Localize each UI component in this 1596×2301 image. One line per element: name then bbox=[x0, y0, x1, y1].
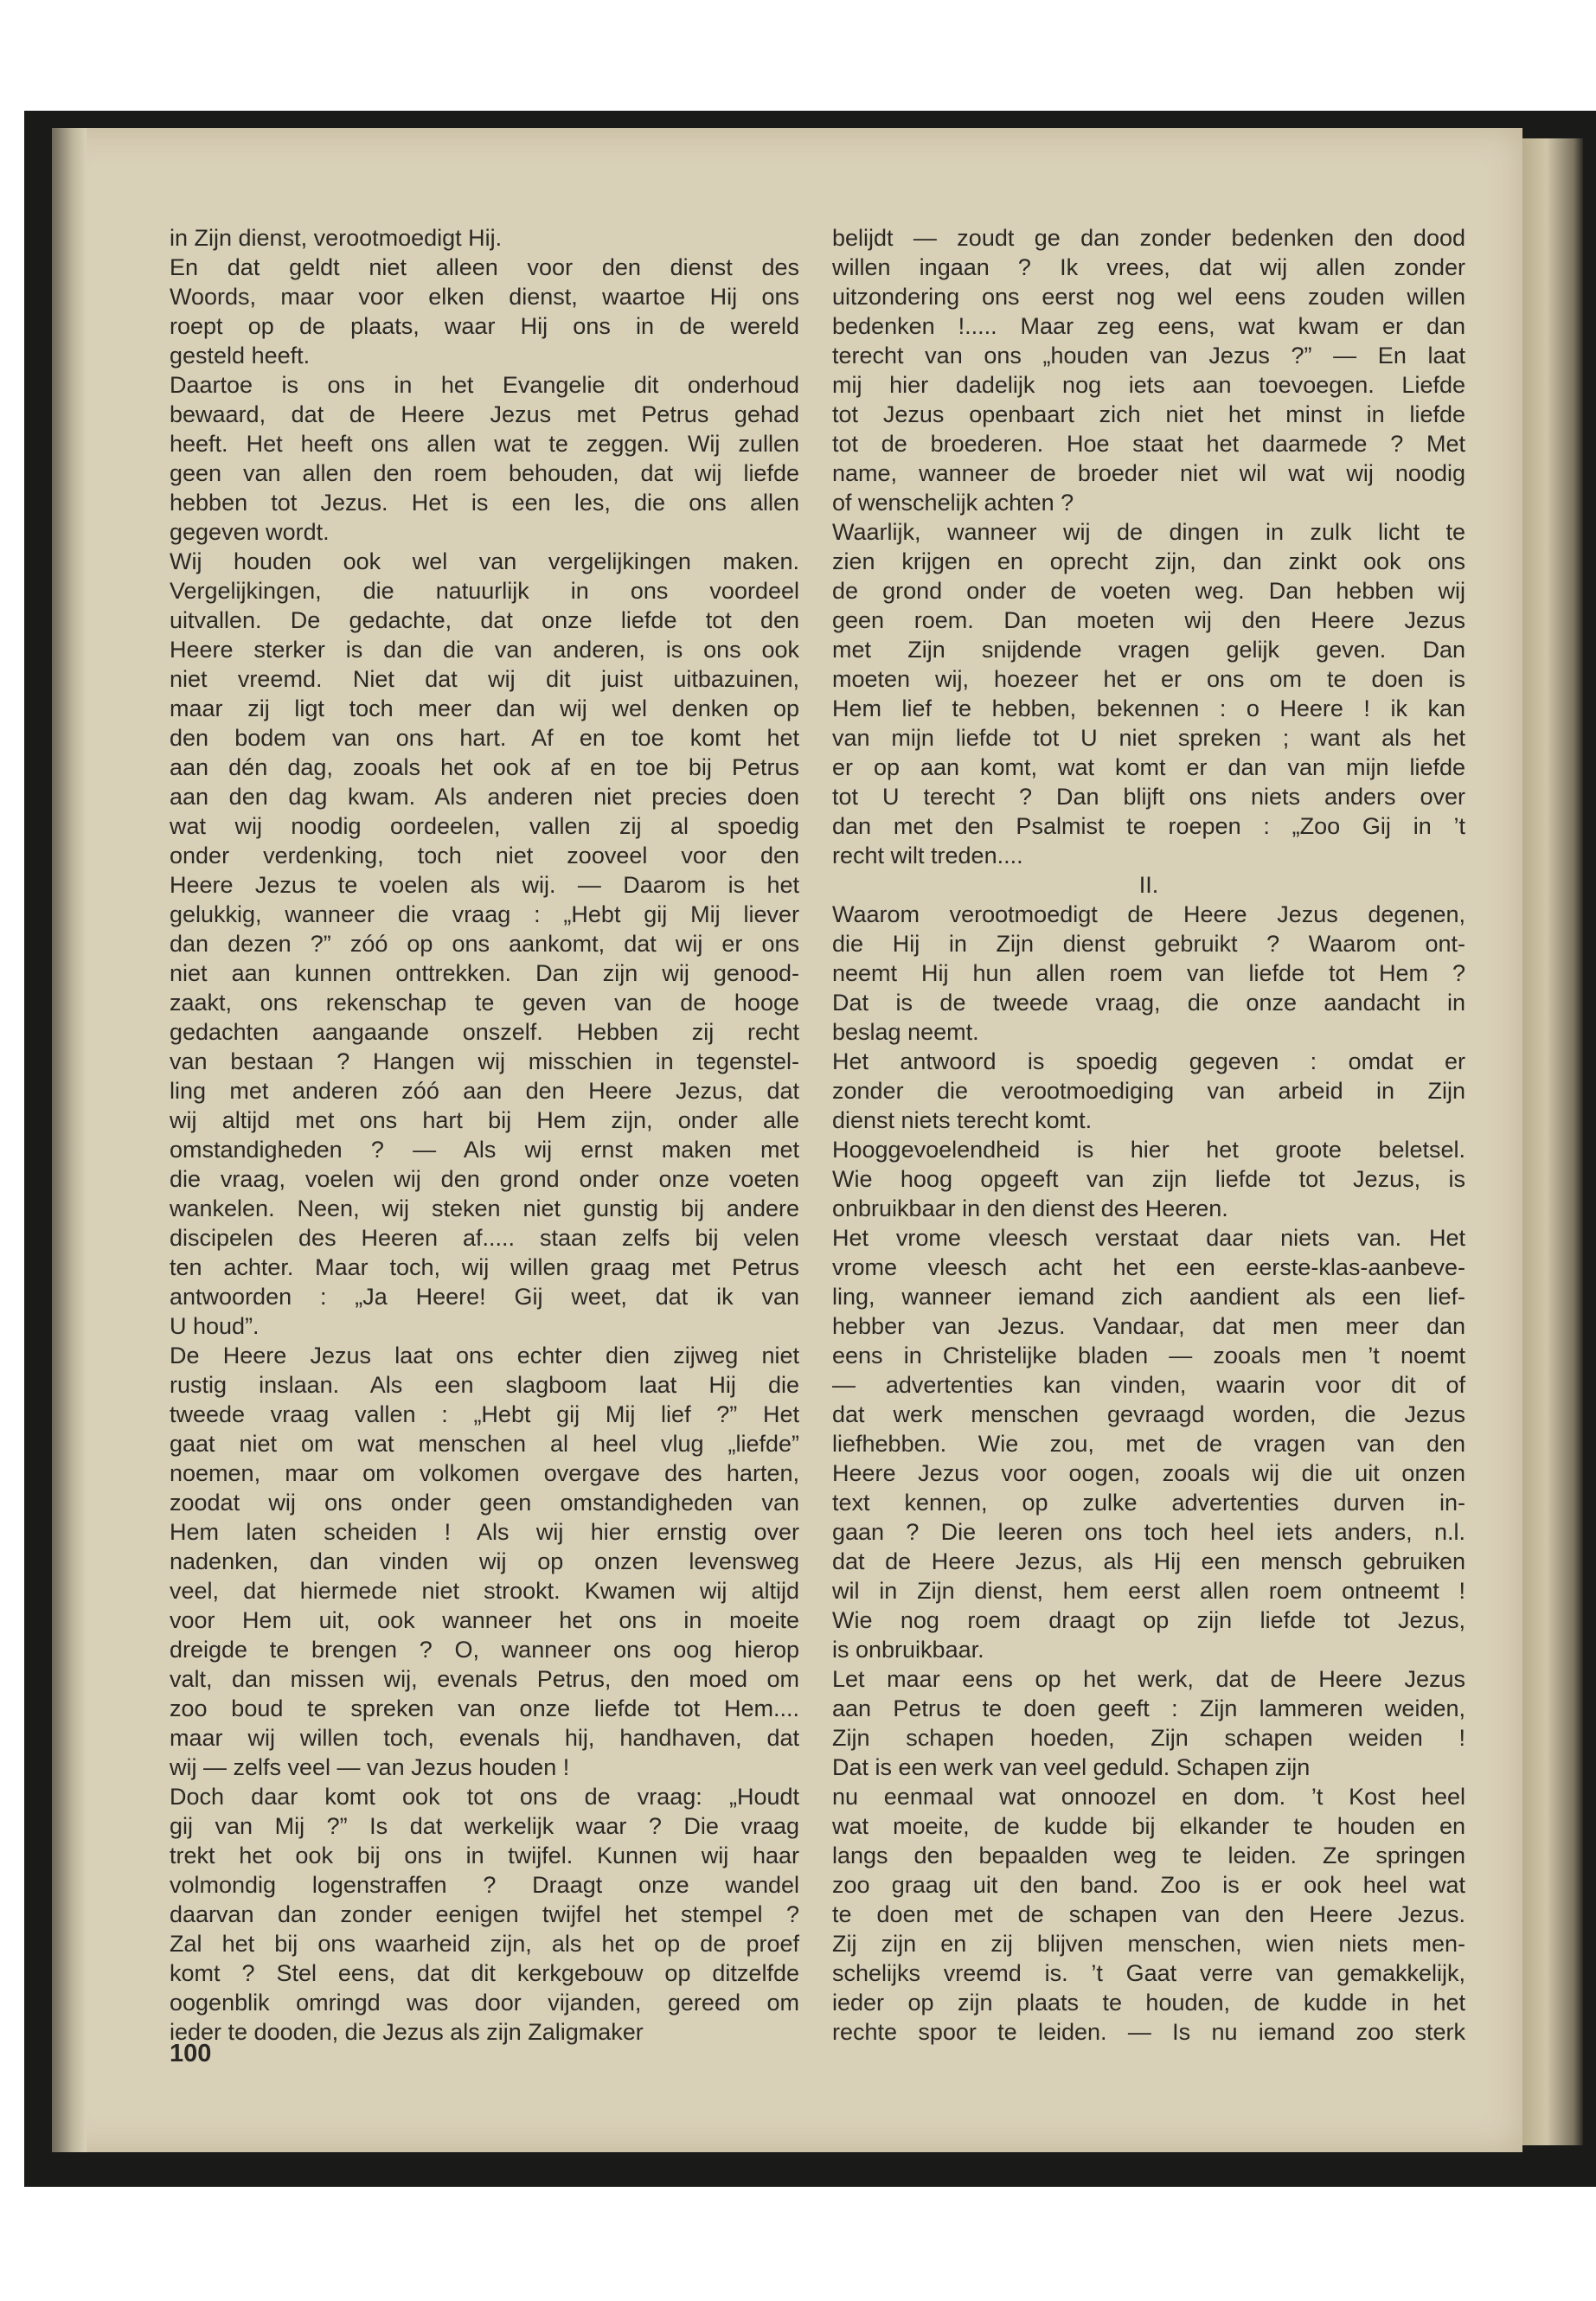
text-line: aan dén dag, zooals het ook af en toe bij Petrus bbox=[170, 754, 799, 780]
text-line: rechte spoor te leiden. — Is nu iemand zoo sterk bbox=[832, 2019, 1465, 2045]
text-line: hebben tot Jezus. Het is een les, die ons allen bbox=[170, 490, 799, 516]
text-line: Let maar eens op het werk, dat de Heere Jezus bbox=[832, 1666, 1465, 1692]
text-line: die Hij in Zijn dienst gebruikt ? Waarom ont- bbox=[832, 931, 1465, 957]
text-line: aan den dag kwam. Als anderen niet precies doen bbox=[170, 784, 799, 810]
text-line: uitzondering ons eerst nog wel eens zouden willen bbox=[832, 284, 1465, 310]
text-line: zonder die verootmoediging van arbeid in Zijn bbox=[832, 1078, 1465, 1104]
text-line: bedenken !..... Maar zeg eens, wat kwam er dan bbox=[832, 313, 1465, 339]
text-line: discipelen des Heeren af..... staan zelfs bij velen bbox=[170, 1225, 799, 1251]
text-line: tweede vraag vallen : „Hebt gij Mij lief ?” Het bbox=[170, 1401, 799, 1427]
text-line: die vraag, voelen wij den grond onder onze voeten bbox=[170, 1166, 799, 1192]
text-line: veel, dat hiermede niet strookt. Kwamen wij altijd bbox=[170, 1578, 799, 1604]
text-line: er op aan komt, wat komt er dan van mijn liefde bbox=[832, 754, 1465, 780]
text-line: gij van Mij ?” Is dat werkelijk waar ? Die vraag bbox=[170, 1813, 799, 1839]
text-line: maar wij willen toch, evenals hij, handhaven, dat bbox=[170, 1725, 799, 1751]
text-line: nadenken, dan vinden wij op onzen levensweg bbox=[170, 1548, 799, 1574]
text-line: Doch daar komt ook tot ons de vraag: „Houdt bbox=[170, 1784, 799, 1810]
text-line: terecht van ons „houden van Jezus ?” — En laat bbox=[832, 343, 1465, 369]
text-line: Woords, maar voor elken dienst, waartoe Hij ons bbox=[170, 284, 799, 310]
text-line: oogenblik omringd was door vijanden, gereed om bbox=[170, 1990, 799, 2016]
text-line: tot de broederen. Hoe staat het daarmede ? Met bbox=[832, 431, 1465, 457]
text-line: ieder op zijn plaats te houden, de kudde in het bbox=[832, 1990, 1465, 2016]
text-line: Hem lief te hebben, bekennen : o Heere ! ik kan bbox=[832, 695, 1465, 721]
text-line: name, wanneer de broeder niet wil wat wij noodig bbox=[832, 460, 1465, 486]
page-edge bbox=[1522, 138, 1583, 2145]
right-text-column bbox=[832, 223, 1465, 2047]
text-line: roept op de plaats, waar Hij ons in de wereld bbox=[170, 313, 799, 339]
text-line: de grond onder de voeten weg. Dan hebben wij bbox=[832, 578, 1465, 604]
text-line: neemt Hij hun allen roem van liefde tot Hem ? bbox=[832, 960, 1465, 986]
text-line: Wie hoog opgeeft van zijn liefde tot Jezus, is bbox=[832, 1166, 1465, 1192]
text-line: van bestaan ? Hangen wij misschien in tegenstel- bbox=[170, 1048, 799, 1074]
text-line: antwoorden : „Ja Heere! Gij weet, dat ik van bbox=[170, 1284, 799, 1310]
text-line: maar zij ligt toch meer dan wij wel denken op bbox=[170, 695, 799, 721]
text-line: ling, wanneer iemand zich aandient als een lief- bbox=[832, 1284, 1465, 1310]
text-line: bewaard, dat de Heere Jezus met Petrus gehad bbox=[170, 401, 799, 427]
text-line: in Zijn dienst, verootmoedigt Hij. bbox=[170, 225, 503, 251]
text-line: recht wilt treden.... bbox=[832, 843, 1023, 868]
text-line: Het vrome vleesch verstaat daar niets van. Het bbox=[832, 1225, 1465, 1251]
text-line: Wie nog roem draagt op zijn liefde tot Jezus, bbox=[832, 1607, 1465, 1633]
text-line: dat de Heere Jezus, als Hij een mensch gebruiken bbox=[832, 1548, 1465, 1574]
text-line: Daartoe is ons in het Evangelie dit onderhoud bbox=[170, 372, 799, 398]
text-line: gegeven wordt. bbox=[170, 519, 330, 545]
text-line: Zijn schapen hoeden, Zijn schapen weiden ! bbox=[832, 1725, 1465, 1751]
text-line: of wenschelijk achten ? bbox=[832, 490, 1074, 516]
text-line: gelukkig, wanneer die vraag : „Hebt gij Mij liever bbox=[170, 901, 799, 927]
text-line: eens in Christelijke bladen — zooals men ’t noemt bbox=[832, 1343, 1465, 1368]
text-line: Hooggevoelendheid is hier het groote beletsel. bbox=[832, 1137, 1465, 1163]
text-line: Zal het bij ons waarheid zijn, als het op de proef bbox=[170, 1931, 799, 1957]
text-line: onbruikbaar in den dienst des Heeren. bbox=[832, 1195, 1228, 1221]
text-line: uitvallen. De gedachte, dat onze liefde tot den bbox=[170, 607, 799, 633]
text-line: zoodat wij ons onder geen omstandigheden van bbox=[170, 1490, 799, 1516]
text-line: geen roem. Dan moeten wij den Heere Jezus bbox=[832, 607, 1465, 633]
text-line: komt ? Stel eens, dat dit kerkgebouw op ditzelfde bbox=[170, 1960, 799, 1986]
text-line: Heere Jezus te voelen als wij. — Daarom is het bbox=[170, 872, 799, 898]
text-line: dan dezen ?” zóó op ons aankomt, dat wij er ons bbox=[170, 931, 799, 957]
text-line: gesteld heeft. bbox=[170, 343, 311, 369]
text-line: is onbruikbaar. bbox=[832, 1637, 984, 1663]
text-line: beslag neemt. bbox=[832, 1019, 979, 1045]
text-line: voor Hem uit, ook wanneer het ons in moeite bbox=[170, 1607, 799, 1633]
text-line: mij hier dadelijk nog iets aan toevoegen. Liefde bbox=[832, 372, 1465, 398]
text-line: zoo graag uit den band. Zoo is er ook heel wat bbox=[832, 1872, 1465, 1898]
text-line: te doen met de schapen van den Heere Jezus. bbox=[832, 1901, 1465, 1927]
text-line: Het antwoord is spoedig gegeven : omdat er bbox=[832, 1048, 1465, 1074]
text-line: nu eenmaal wat onnoozel en dom. ’t Kost heel bbox=[832, 1784, 1465, 1810]
text-line: zoo boud te spreken van onze liefde tot Hem.... bbox=[170, 1695, 799, 1721]
text-line: ten achter. Maar toch, wij willen graag met Petrus bbox=[170, 1254, 799, 1280]
text-line: gaat niet om wat menschen al heel vlug „liefde” bbox=[170, 1431, 799, 1457]
text-line: wat wij noodig oordeelen, vallen zij al spoedig bbox=[170, 813, 799, 839]
text-line: tot Jezus openbaart zich niet het minst in liefde bbox=[832, 401, 1465, 427]
text-line: met Zijn snijdende vragen gelijk geven. Dan bbox=[832, 637, 1465, 663]
text-line: geen van allen den roem behouden, dat wij liefde bbox=[170, 460, 799, 486]
text-line: Waarom verootmoedigt de Heere Jezus degenen, bbox=[832, 901, 1465, 927]
text-line: schelijks vreemd is. ’t Gaat verre van gemakkelijk, bbox=[832, 1960, 1465, 1986]
text-line: willen ingaan ? Ik vrees, dat wij allen zonder bbox=[832, 254, 1465, 280]
text-line: — advertenties kan vinden, waarin voor dit of bbox=[832, 1372, 1465, 1398]
text-line: gedachten aangaande onszelf. Hebben zij recht bbox=[170, 1019, 799, 1045]
text-line: trekt het ook bij ons in twijfel. Kunnen wij haar bbox=[170, 1843, 799, 1868]
text-line: dreigde te brengen ? O, wanneer ons oog hierop bbox=[170, 1637, 799, 1663]
text-line: II. bbox=[1138, 872, 1159, 898]
text-line: wij — zelfs veel — van Jezus houden ! bbox=[170, 1754, 570, 1780]
text-line: belijdt — zoudt ge dan zonder bedenken den dood bbox=[832, 225, 1465, 251]
text-line: dat werk menschen gevraagd worden, die Jezus bbox=[832, 1401, 1465, 1427]
text-line: vrome vleesch acht het een eerste-klas-aanbeve- bbox=[832, 1254, 1465, 1280]
text-line: valt, dan missen wij, evenals Petrus, den moed om bbox=[170, 1666, 799, 1692]
text-line: wil in Zijn dienst, hem eerst allen roem ontneemt ! bbox=[832, 1578, 1465, 1604]
text-line: Heere sterker is dan die van anderen, is ons ook bbox=[170, 637, 799, 663]
text-line: omstandigheden ? — Als wij ernst maken met bbox=[170, 1137, 799, 1163]
page-number: 100 bbox=[170, 2040, 212, 2067]
page-gutter bbox=[52, 128, 87, 2152]
text-line: Wij houden ook wel van vergelijkingen maken. bbox=[170, 548, 799, 574]
text-line: den bodem van ons hart. Af en toe komt het bbox=[170, 725, 799, 751]
text-line: wat moeite, de kudde bij elkander te houden en bbox=[832, 1813, 1465, 1839]
text-line: rustig inslaan. Als een slagboom laat Hij die bbox=[170, 1372, 799, 1398]
text-line: Vergelijkingen, die natuurlijk in ons voordeel bbox=[170, 578, 799, 604]
text-line: dienst niets terecht komt. bbox=[832, 1107, 1093, 1133]
text-line: niet aan kunnen onttrekken. Dan zijn wij genood- bbox=[170, 960, 799, 986]
text-line: De Heere Jezus laat ons echter dien zijweg niet bbox=[170, 1343, 799, 1368]
text-line: zaakt, ons rekenschap te geven van de hooge bbox=[170, 990, 799, 1016]
text-line: onder verdenking, toch niet zooveel voor den bbox=[170, 843, 799, 868]
text-line: Dat is de tweede vraag, die onze aandacht in bbox=[832, 990, 1465, 1016]
text-line: gaan ? Die leeren ons toch heel iets anders, n.l. bbox=[832, 1519, 1465, 1545]
text-line: dan met den Psalmist te roepen : „Zoo Gij in ’t bbox=[832, 813, 1465, 839]
text-line: tot U terecht ? Dan blijft ons niets anders over bbox=[832, 784, 1465, 810]
text-line: Dat is een werk van veel geduld. Schapen zijn bbox=[832, 1754, 1311, 1780]
text-line: aan Petrus te doen geeft : Zijn lammeren weiden, bbox=[832, 1695, 1465, 1721]
text-line: wij altijd met ons hart bij Hem zijn, onder alle bbox=[170, 1107, 799, 1133]
text-line: zien krijgen en oprecht zijn, dan zinkt ook ons bbox=[832, 548, 1465, 574]
text-line: U houd”. bbox=[170, 1313, 260, 1339]
text-line: noemen, maar om volkomen overgave des harten, bbox=[170, 1460, 799, 1486]
text-line: En dat geldt niet alleen voor den dienst des bbox=[170, 254, 799, 280]
text-line: wankelen. Neen, wij steken niet gunstig bij andere bbox=[170, 1195, 799, 1221]
text-line: daarvan dan zonder eenigen twijfel het stempel ? bbox=[170, 1901, 799, 1927]
text-line: Waarlijk, wanneer wij de dingen in zulk licht te bbox=[832, 519, 1465, 545]
left-text-column bbox=[170, 223, 799, 2047]
text-line: ling met anderen zóó aan den Heere Jezus, dat bbox=[170, 1078, 799, 1104]
text-line: Zij zijn en zij blijven menschen, wien niets men- bbox=[832, 1931, 1465, 1957]
text-line: hebber van Jezus. Vandaar, dat men meer dan bbox=[832, 1313, 1465, 1339]
text-line: Hem laten scheiden ! Als wij hier ernstig over bbox=[170, 1519, 799, 1545]
text-line: volmondig logenstraffen ? Draagt onze wandel bbox=[170, 1872, 799, 1898]
text-line: heeft. Het heeft ons allen wat te zeggen. Wij zullen bbox=[170, 431, 799, 457]
text-line: niet vreemd. Niet dat wij dit juist uitbazuinen, bbox=[170, 666, 799, 692]
text-line: van mijn liefde tot U niet spreken ; want als het bbox=[832, 725, 1465, 751]
text-line: moeten wij, hoezeer het er ons om te doen is bbox=[832, 666, 1465, 692]
text-line: Heere Jezus voor oogen, zooals wij die uit onzen bbox=[832, 1460, 1465, 1486]
text-line: liefhebben. Wie zou, met de vragen van den bbox=[832, 1431, 1465, 1457]
text-line: langs den bepaalden weg te leiden. Ze springen bbox=[832, 1843, 1465, 1868]
text-line: text kennen, op zulke advertenties durven in- bbox=[832, 1490, 1465, 1516]
text-line: ieder te dooden, die Jezus als zijn Zaligmaker bbox=[170, 2019, 644, 2045]
